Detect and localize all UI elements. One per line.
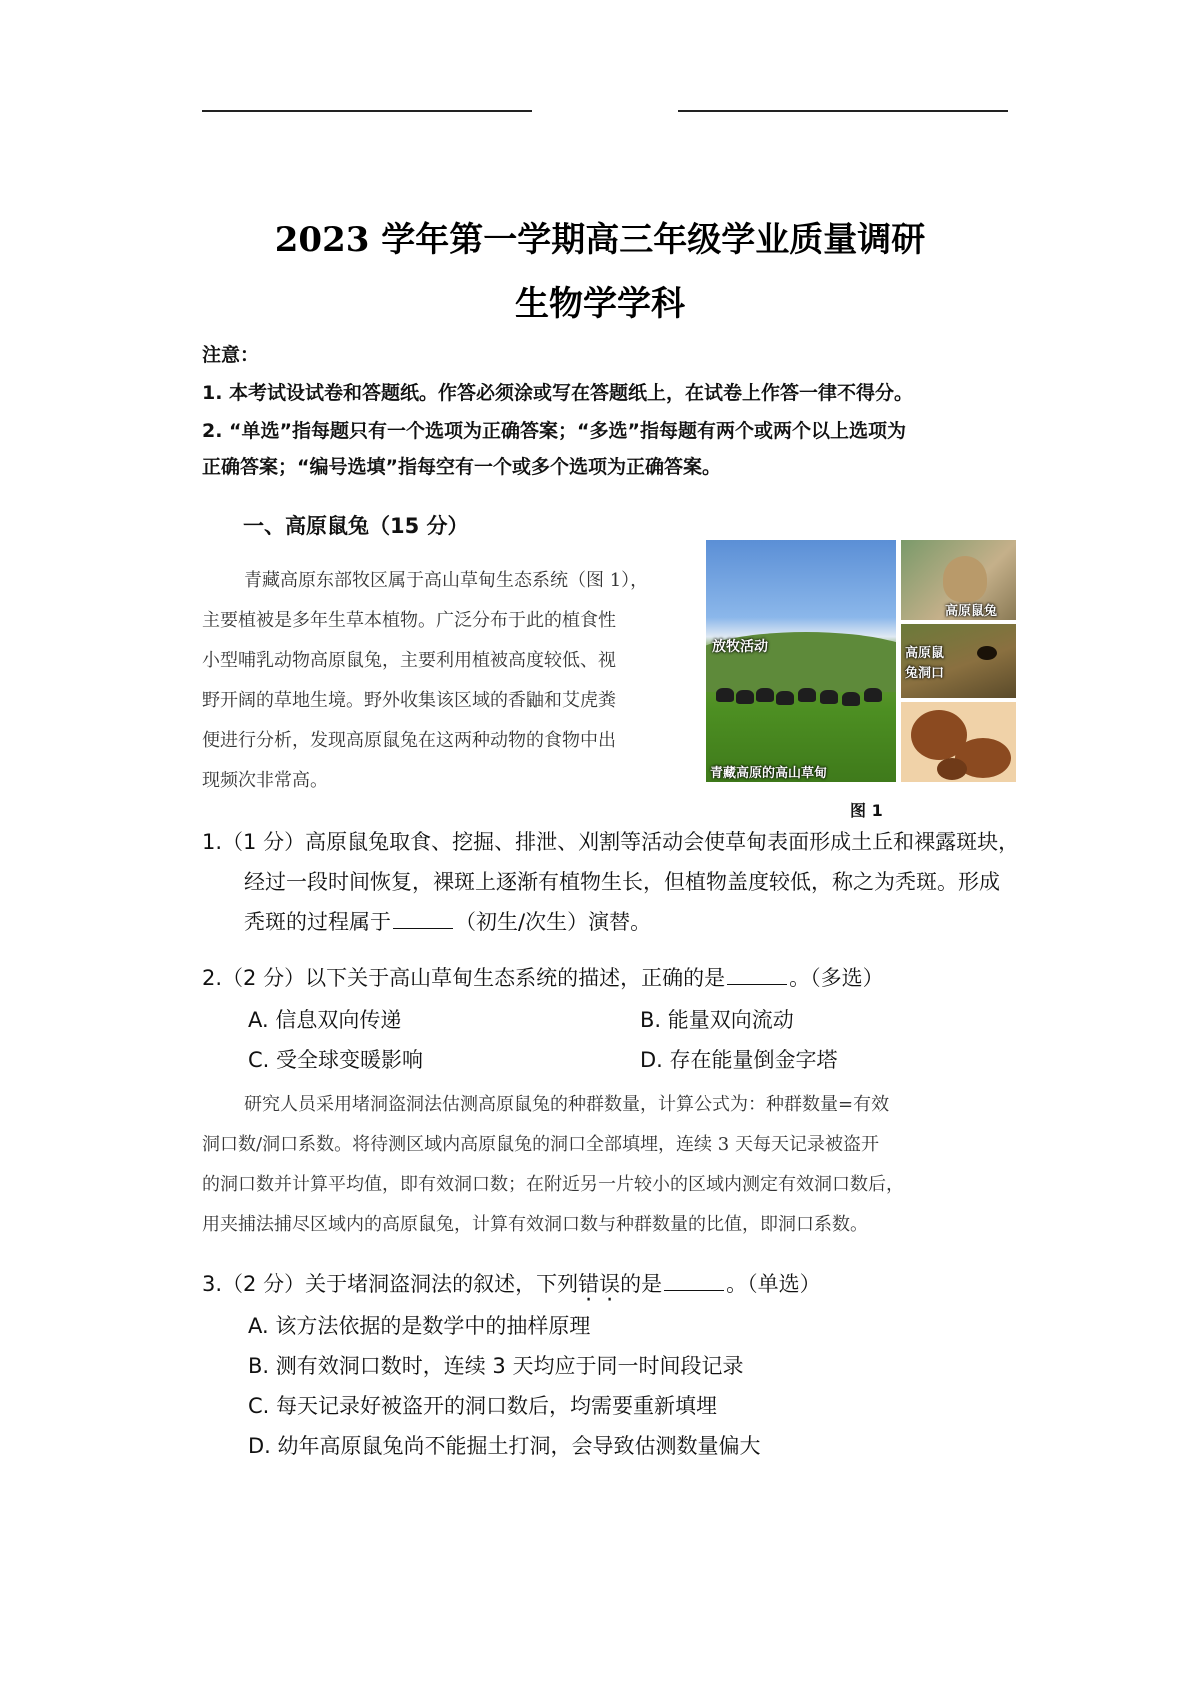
passage-line: 便进行分析，发现高原鼠兔在这两种动物的食物中出 <box>202 730 616 751</box>
passage2-line: 的洞口数并计算平均值，即有效洞口数；在附近另一片较小的区域内测定有效洞口数后， <box>202 1174 904 1195</box>
q3-emphasis-1: 错 <box>578 1272 600 1296</box>
q2-stem-end: 。（多选） <box>789 966 884 990</box>
section-title: 一、高原鼠兔（15 分） <box>243 514 469 538</box>
grazing-label: 放牧活动 <box>712 639 768 655</box>
q3-emphasis-2: 误 <box>599 1272 621 1296</box>
notice-line-2a: 2. “单选”指每题只有一个选项为正确答案；“多选”指每题有两个或两个以上选项为 <box>202 420 907 442</box>
burrow-photo <box>901 624 1016 698</box>
q3-option-d[interactable]: D. 幼年高原鼠兔尚不能掘土打洞，会导致估测数量偏大 <box>248 1434 761 1458</box>
header-rule-right <box>678 110 1008 112</box>
header-rule-left <box>202 110 532 112</box>
passage2-line: 洞口数/洞口系数。将待测区域内高原鼠兔的洞口全部填埋，连续 3 天每天记录被盗开 <box>202 1134 879 1155</box>
q1-line-3 <box>244 906 651 936</box>
q1-stem-end: （初生/次生）演替。 <box>455 910 652 934</box>
q3-stem-mid: 的是 <box>620 1272 663 1296</box>
q2-option-b[interactable]: B. 能量双向流动 <box>640 1008 794 1032</box>
passage-line: 现频次非常高。 <box>202 770 328 791</box>
burrow-diagram <box>901 702 1016 782</box>
q3-stem-text: 3.（2 分）关于堵洞盗洞法的叙述，下列 <box>202 1272 579 1296</box>
q2-answer-blank[interactable] <box>727 983 787 985</box>
passage-line: 主要植被是多年生草本植物。广泛分布于此的植食性 <box>202 610 616 631</box>
notice-line-1: 1. 本考试设试卷和答题纸。作答必须涂或写在答题纸上，在试卷上作答一律不得分。 <box>202 382 914 404</box>
q2-option-d[interactable]: D. 存在能量倒金字塔 <box>640 1048 838 1072</box>
passage-line: 小型哺乳动物高原鼠兔，主要利用植被高度较低、视 <box>202 650 616 671</box>
pika-label: 高原鼠兔 <box>945 604 998 619</box>
q2-stem <box>202 962 884 992</box>
exam-title: 2023 学年第一学期高三年级学业质量调研 <box>274 220 926 260</box>
figure-1 <box>706 540 1016 782</box>
q3-option-c[interactable]: C. 每天记录好被盗开的洞口数后，均需要重新填埋 <box>248 1394 718 1418</box>
passage-line: 野开阔的草地生境。野外收集该区域的香鼬和艾虎粪 <box>202 690 616 711</box>
yak-herd <box>716 688 886 710</box>
q1-line-2: 经过一段时间恢复，裸斑上逐渐有植物生长，但植物盖度较低，称之为秃斑。形成 <box>244 870 1000 894</box>
q3-option-b[interactable]: B. 测有效洞口数时，连续 3 天均应于同一时间段记录 <box>248 1354 744 1378</box>
subject-title: 生物学学科 <box>515 284 685 324</box>
q1-line-1: 1.（1 分）高原鼠兔取食、挖掘、排泄、刈割等活动会使草甸表面形成土丘和裸露斑块， <box>202 830 1020 854</box>
figure-caption: 图 1 <box>850 801 883 820</box>
q3-stem-end: 。（单选） <box>726 1272 821 1296</box>
passage-line: 青藏高原东部牧区属于高山草甸生态系统（图 1）， <box>244 570 649 591</box>
q2-stem-text: 2.（2 分）以下关于高山草甸生态系统的描述，正确的是 <box>202 966 726 990</box>
passage2-line: 研究人员采用堵洞盗洞法估测高原鼠兔的种群数量，计算公式为：种群数量=有效 <box>244 1094 890 1115</box>
q2-option-a[interactable]: A. 信息双向传递 <box>248 1008 402 1032</box>
burrow-label-1: 高原鼠 <box>905 646 945 661</box>
q1-stem: 秃斑的过程属于 <box>244 910 391 934</box>
q1-answer-blank[interactable] <box>393 927 453 929</box>
q3-answer-blank[interactable] <box>664 1289 724 1291</box>
passage2-line: 用夹捕法捕尽区域内的高原鼠兔，计算有效洞口数与种群数量的比值，即洞口系数。 <box>202 1214 868 1235</box>
meadow-label: 青藏高原的高山草甸 <box>710 766 828 781</box>
notice-line-2b: 正确答案；“编号选填”指每空有一个或多个选项为正确答案。 <box>202 456 721 478</box>
notice-heading: 注意： <box>202 344 260 366</box>
burrow-label-2: 兔洞口 <box>905 666 945 681</box>
q3-option-a[interactable]: A. 该方法依据的是数学中的抽样原理 <box>248 1314 591 1338</box>
q2-option-c[interactable]: C. 受全球变暖影响 <box>248 1048 424 1072</box>
pika-photo <box>901 540 1016 620</box>
meadow-photo <box>706 540 896 782</box>
q3-stem <box>202 1268 821 1298</box>
